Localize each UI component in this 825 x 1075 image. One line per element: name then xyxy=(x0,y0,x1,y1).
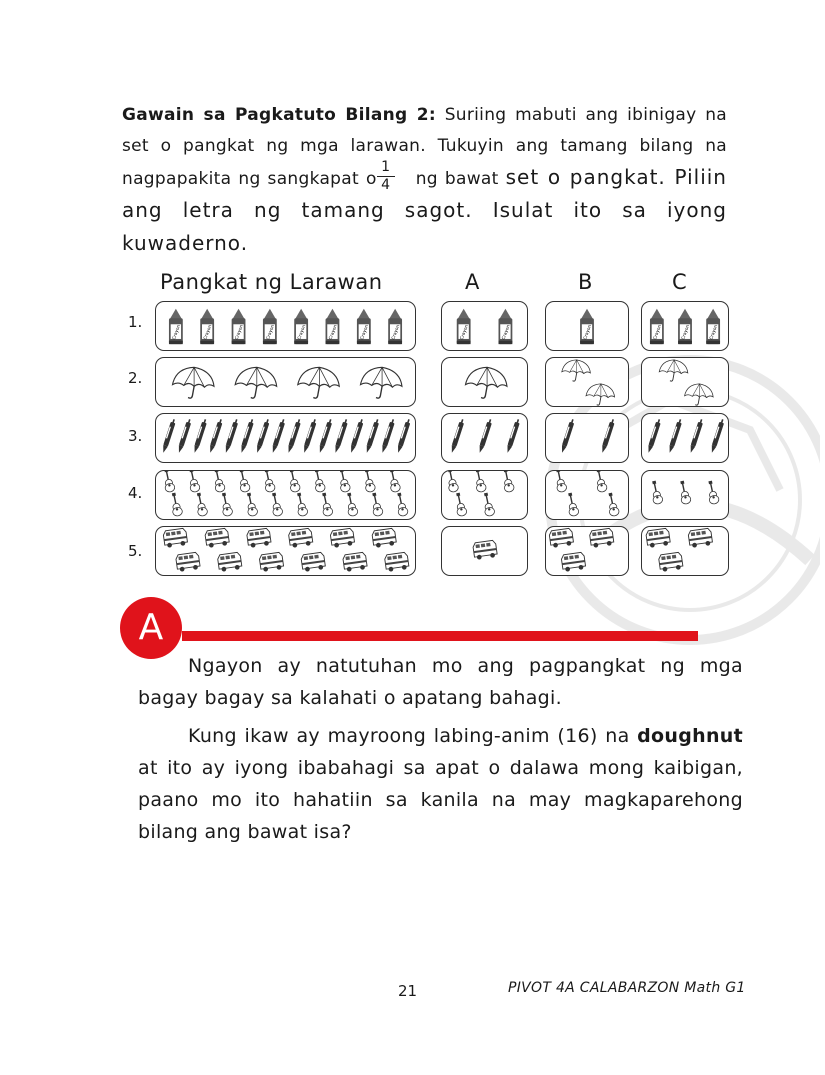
choice-a-box[interactable] xyxy=(441,413,528,463)
activity-title: Gawain sa Pagkatuto Bilang 2: xyxy=(122,105,436,125)
svg-text:Crayon: Crayon xyxy=(360,324,370,341)
choice-b-box[interactable] xyxy=(545,357,629,407)
svg-text:Crayon: Crayon xyxy=(297,324,308,341)
paragraph-1-text: Ngayon ay natutuhan mo ang pagpangkat ng mga bagay bagay sa kalahati o apatang bahagi. xyxy=(138,655,743,709)
pen-icon xyxy=(177,419,192,454)
paragraph-2-text-2: at ito ay iyong ibabahagi sa apat o dalawa mong kaibigan, paano mo ito hahatiin sa kanila na may magkaparehong bilang ang bawat isa? xyxy=(138,757,743,843)
crayon-icon xyxy=(294,309,308,344)
fraction-numerator: 1 xyxy=(377,160,395,177)
picture-group-box xyxy=(155,301,416,351)
paragraph-2 xyxy=(138,720,743,848)
row-number: 4. xyxy=(128,484,143,502)
row-number: 1. xyxy=(128,313,143,331)
guitar-icon xyxy=(262,471,276,493)
choice-c-box[interactable] xyxy=(641,470,729,520)
instructions-text: Suriing mabuti ang ibinigay na set o pangkat ng mga larawan. Tukuyin ang tamang bilang na nagpapakita ng sangkapat o xyxy=(122,105,727,189)
crayon-icon xyxy=(200,309,214,344)
picture-group-box xyxy=(155,526,416,576)
crayon-icon xyxy=(388,309,402,344)
pen-icon xyxy=(208,419,223,454)
umbrella-icon xyxy=(465,367,506,398)
guitar-set xyxy=(642,471,728,519)
guitar-icon xyxy=(473,471,487,493)
choice-a-box[interactable] xyxy=(441,526,528,576)
svg-text:Crayon: Crayon xyxy=(391,324,402,341)
guitar-icon xyxy=(677,480,691,505)
jeepney-icon xyxy=(646,528,671,548)
svg-text:Crayon: Crayon xyxy=(172,324,182,341)
guitar-icon xyxy=(553,471,567,493)
umbrella-icon xyxy=(360,367,401,398)
umbrella-set xyxy=(156,358,415,406)
crayon-set xyxy=(156,302,415,350)
guitar-icon xyxy=(319,492,333,517)
pen-icon xyxy=(239,419,254,454)
svg-text:Crayon: Crayon xyxy=(653,324,664,341)
pen-icon xyxy=(646,419,661,454)
choice-c-box[interactable] xyxy=(641,357,729,407)
jeepney-icon xyxy=(589,528,614,548)
umbrella-icon xyxy=(235,367,276,398)
jeepney-icon xyxy=(342,552,367,572)
guitar-icon xyxy=(337,471,351,493)
svg-text:Crayon: Crayon xyxy=(459,324,470,341)
umbrella-icon xyxy=(659,360,688,381)
jeepney-icon xyxy=(259,552,284,572)
crayon-icon xyxy=(499,309,513,344)
crayon-set xyxy=(442,302,527,350)
fraction-one-fourth xyxy=(377,160,395,193)
jeepney-icon xyxy=(301,552,326,572)
guitar-icon xyxy=(344,492,358,517)
guitar-icon xyxy=(501,471,515,493)
pen-icon xyxy=(477,419,492,454)
header-choice-c: C xyxy=(672,270,688,294)
pen-icon xyxy=(450,419,465,454)
book-title-footer: PIVOT 4A CALABARZON Math G1 xyxy=(508,980,746,996)
umbrella-icon xyxy=(685,384,714,405)
pen-set xyxy=(442,414,527,462)
pen-icon xyxy=(286,419,301,454)
instructions xyxy=(122,100,727,261)
guitar-icon xyxy=(186,471,200,493)
choice-a-box[interactable] xyxy=(441,357,528,407)
guitar-icon xyxy=(269,492,283,517)
jeepney-icon xyxy=(288,528,313,548)
guitar-icon xyxy=(236,471,250,493)
crayon-icon xyxy=(706,309,720,344)
instructions-text-2: ng bawat xyxy=(415,169,499,189)
umbrella-icon xyxy=(173,367,214,398)
jeepney-set xyxy=(546,527,628,575)
svg-text:Crayon: Crayon xyxy=(203,324,214,341)
guitar-icon xyxy=(161,471,175,493)
crayon-set xyxy=(546,302,628,350)
choice-c-box[interactable] xyxy=(641,301,729,351)
pen-icon xyxy=(255,419,270,454)
umbrella-set xyxy=(642,358,728,406)
jeepney-set xyxy=(442,527,527,575)
jeepney-icon xyxy=(473,540,498,560)
jeepney-icon xyxy=(561,552,586,572)
choice-c-box[interactable] xyxy=(641,413,729,463)
guitar-icon xyxy=(387,471,401,493)
guitar-icon xyxy=(287,471,301,493)
guitar-icon xyxy=(211,471,225,493)
svg-text:Crayon: Crayon xyxy=(501,324,512,341)
guitar-icon xyxy=(169,492,183,517)
picture-group-box xyxy=(155,413,416,463)
svg-text:Crayon: Crayon xyxy=(681,324,692,341)
instructions-text-3: set o pangkat. Piliin ang letra ng tamang sagot. Isulat ito sa iyong kuwaderno. xyxy=(122,165,727,255)
paragraph-1 xyxy=(138,650,743,714)
svg-text:Crayon: Crayon xyxy=(709,324,720,341)
umbrella-icon xyxy=(586,384,615,405)
crayon-icon xyxy=(326,309,340,344)
crayon-set xyxy=(642,302,728,350)
pen-icon xyxy=(192,419,207,454)
pen-icon xyxy=(271,419,286,454)
guitar-icon xyxy=(362,471,376,493)
guitar-icon xyxy=(294,492,308,517)
pen-icon xyxy=(380,419,395,454)
crayon-icon xyxy=(263,309,277,344)
crayon-icon xyxy=(457,309,471,344)
pen-set xyxy=(156,414,415,462)
pen-icon xyxy=(364,419,379,454)
jeepney-icon xyxy=(330,528,355,548)
fraction-denominator: 4 xyxy=(381,176,391,193)
umbrella-set xyxy=(442,358,527,406)
svg-text:Crayon: Crayon xyxy=(234,324,245,341)
guitar-set xyxy=(442,471,527,519)
row-number: 2. xyxy=(128,369,143,387)
pen-icon xyxy=(600,419,615,454)
umbrella-icon xyxy=(298,367,339,398)
choice-b-box[interactable] xyxy=(545,526,629,576)
pen-icon xyxy=(333,419,348,454)
jeepney-icon xyxy=(372,528,397,548)
umbrella-icon xyxy=(562,360,591,381)
guitar-icon xyxy=(244,492,258,517)
doughnut-word: doughnut xyxy=(637,725,743,747)
umbrella-set xyxy=(546,358,628,406)
svg-text:Crayon: Crayon xyxy=(583,324,594,341)
guitar-icon xyxy=(565,492,579,517)
row-number: 5. xyxy=(128,542,143,560)
jeepney-set xyxy=(642,527,728,575)
choice-b-box[interactable] xyxy=(545,413,629,463)
pen-icon xyxy=(302,419,317,454)
jeepney-icon xyxy=(163,528,188,548)
jeepney-icon xyxy=(658,552,683,572)
guitar-icon xyxy=(706,480,720,505)
svg-text:Crayon: Crayon xyxy=(266,324,276,341)
guitar-icon xyxy=(394,492,408,517)
paragraph-2-text: Kung ikaw ay mayroong labing-anim (16) na xyxy=(188,725,630,747)
guitar-icon xyxy=(453,492,467,517)
crayon-icon xyxy=(650,309,664,344)
guitar-icon xyxy=(481,492,495,517)
choice-a-box[interactable] xyxy=(441,301,528,351)
pen-icon xyxy=(349,419,364,454)
picture-group-box xyxy=(155,357,416,407)
crayon-icon xyxy=(232,309,246,344)
guitar-icon xyxy=(219,492,233,517)
pen-icon xyxy=(505,419,520,454)
pen-icon xyxy=(396,419,411,454)
section-divider xyxy=(182,631,698,641)
guitar-icon xyxy=(593,471,607,493)
crayon-icon xyxy=(678,309,692,344)
crayon-icon xyxy=(580,309,594,344)
guitar-icon xyxy=(649,480,663,505)
guitar-icon xyxy=(445,471,459,493)
jeepney-set xyxy=(156,527,415,575)
header-choice-a: A xyxy=(465,270,480,294)
jeepney-icon xyxy=(205,528,230,548)
pen-icon xyxy=(161,419,176,454)
guitar-icon xyxy=(369,492,383,517)
guitar-set xyxy=(156,471,415,519)
picture-group-box xyxy=(155,470,416,520)
pen-icon xyxy=(688,419,703,454)
jeepney-icon xyxy=(384,552,409,572)
jeepney-icon xyxy=(246,528,271,548)
pen-set xyxy=(642,414,728,462)
jeepney-icon xyxy=(688,528,713,548)
jeepney-icon xyxy=(549,528,574,548)
crayon-icon xyxy=(169,309,183,344)
page-number: 21 xyxy=(398,982,418,1000)
pen-icon xyxy=(667,419,682,454)
choice-b-box[interactable] xyxy=(545,470,629,520)
guitar-set xyxy=(546,471,628,519)
row-number: 3. xyxy=(128,427,143,445)
choice-b-box[interactable] xyxy=(545,301,629,351)
pen-icon xyxy=(710,419,725,454)
header-choice-b: B xyxy=(578,270,593,294)
guitar-icon xyxy=(312,471,326,493)
pen-set xyxy=(546,414,628,462)
svg-text:Crayon: Crayon xyxy=(328,324,339,341)
guitar-icon xyxy=(194,492,208,517)
pen-icon xyxy=(318,419,333,454)
jeepney-icon xyxy=(217,552,242,572)
guitar-icon xyxy=(606,492,620,517)
choice-a-box[interactable] xyxy=(441,470,528,520)
choice-c-box[interactable] xyxy=(641,526,729,576)
pen-icon xyxy=(224,419,239,454)
pen-icon xyxy=(560,419,575,454)
header-group-pictures: Pangkat ng Larawan xyxy=(160,270,383,294)
jeepney-icon xyxy=(175,552,200,572)
crayon-icon xyxy=(357,309,371,344)
section-badge: A xyxy=(120,597,182,659)
